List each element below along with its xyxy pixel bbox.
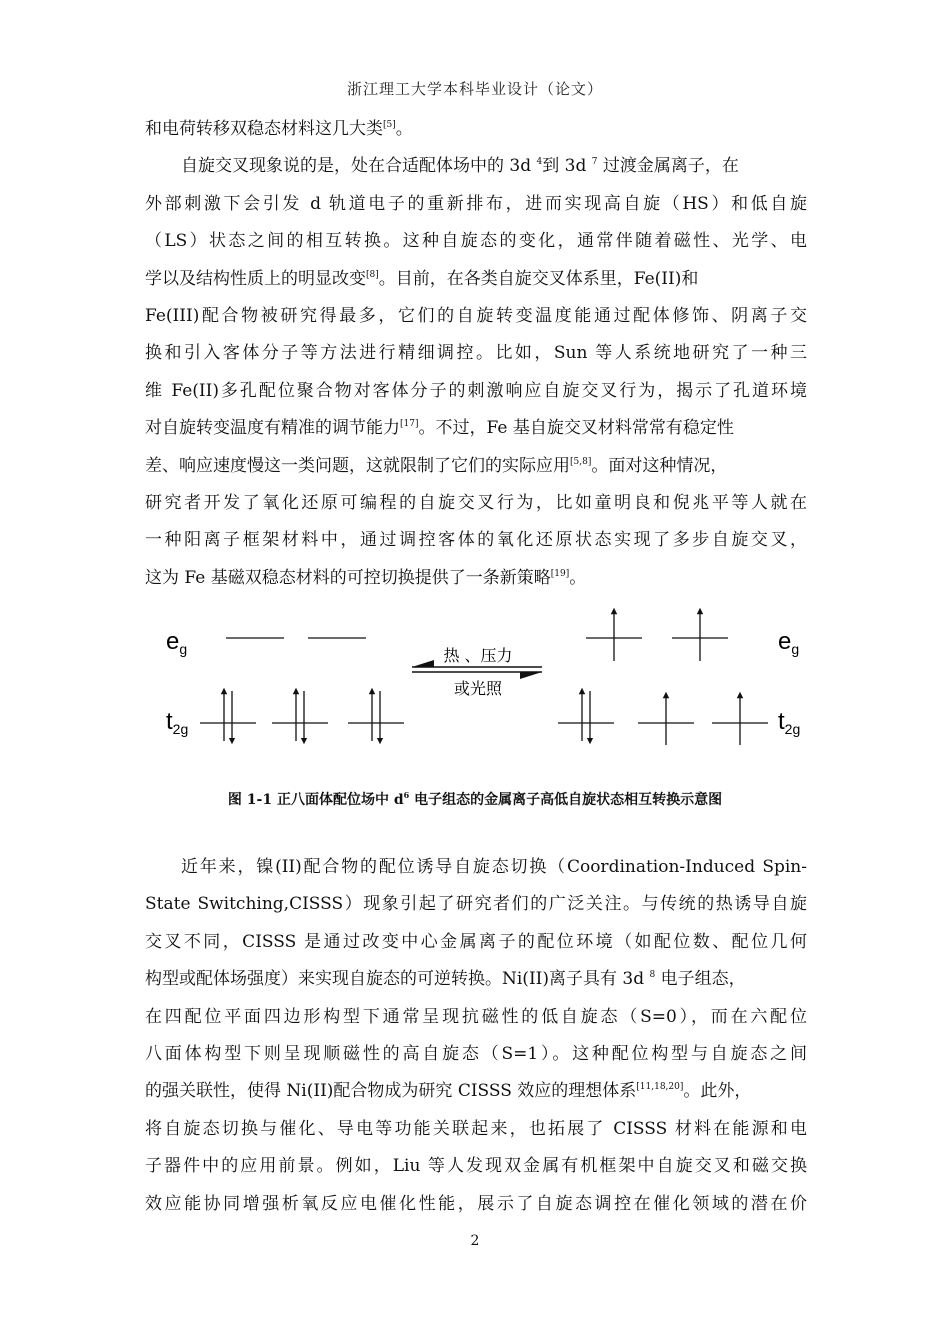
text-line: 一种阳离子框架材料中，通过调控客体的氧化还原状态实现了多步自旋交叉， <box>145 530 807 551</box>
ls-t2g-orbital <box>348 691 404 741</box>
superscript: 7 <box>591 157 598 168</box>
text-line: 维 Fe(II)多孔配位聚合物对客体分子的刺激响应自旋交叉行为，揭示了孔道环境 <box>145 380 807 401</box>
page-header: 浙江理工大学本科毕业设计（论文） <box>346 80 603 98</box>
text-line: （LS）状态之间的相互转换。这种自旋态的变化，通常伴随着磁性、光学、电 <box>145 231 807 252</box>
text-line: 将自旋态切换与催化、导电等功能关联起来，也拓展了 CISSS 材料在能源和电 <box>145 1118 807 1139</box>
citation: [8] <box>366 269 379 280</box>
text-line <box>145 148 807 185</box>
text: 电子组态的金属离子高低自旋状态相互转换示意图 <box>409 792 723 808</box>
hs-t2g-orbital <box>712 695 768 745</box>
text: 这为 Fe 基磁双稳态材料的可控切换提供了一条新策略 <box>145 567 551 588</box>
hs-t2g-orbital <box>558 691 614 741</box>
page-number: 2 <box>470 1233 480 1249</box>
text-line <box>145 410 807 447</box>
text-line: 在四配位平面四边形构型下通常呈现抗磁性的低自旋态（S=0），而在六配位 <box>145 1006 807 1027</box>
hs-t2g-orbital <box>638 695 694 745</box>
text-line: 子器件中的应用前景。例如，Liu 等人发现双金属有机框架中自旋交叉和磁交换 <box>145 1156 807 1177</box>
text-line <box>145 448 807 485</box>
hs-eg-orbital <box>586 611 642 661</box>
text: 的强关联性，使得 Ni(II)配合物成为研究 CISSS 效应的理想体系 <box>145 1081 637 1102</box>
citation: [19] <box>550 568 570 579</box>
text-line: 近年来，镍(II)配合物的配位诱导自旋态切换（Coordination-Induced Spin- <box>181 857 807 877</box>
text: 过渡金属离子，在 <box>597 156 739 177</box>
text: 。不过，Fe 基自旋交叉材料常常有稳定性 <box>418 418 734 439</box>
citation: [11,18,20] <box>636 1082 684 1093</box>
superscript: 4 <box>536 157 543 168</box>
spin-state-diagram <box>160 605 810 755</box>
arrow-condition-bottom: 或光照 <box>453 679 503 698</box>
text: 学以及结构性质上的明显改变 <box>145 268 366 289</box>
figure-caption <box>0 789 950 809</box>
text: 自旋交叉现象说的是，处在合适配体场中的 3d <box>181 156 537 177</box>
eg-label-right: $e_g$ <box>778 628 800 657</box>
text: 到 3d <box>542 156 592 177</box>
text-line <box>145 961 807 998</box>
citation: [5,8] <box>570 456 592 467</box>
text: 。面对这种情况， <box>591 455 728 476</box>
text-line: Fe(III)配合物被研究得最多，它们的自旋转变温度能通过配体修饰、阴离子交 <box>145 305 807 326</box>
text-line: State Switching,CISSS）现象引起了研究者们的广泛关注。与传统的热诱导自旋 <box>145 894 807 915</box>
t2g-label-left: $t_{2g}$ <box>166 708 189 737</box>
text: 构型或配体场强度）来实现自旋态的可逆转换。Ni(II)离子具有 3d <box>145 969 650 990</box>
text-line: 八面体构型下则呈现顺磁性的高自旋态（S=1）。这种配位构型与自旋态之间 <box>145 1043 807 1064</box>
text-line <box>145 560 807 597</box>
citation: [5] <box>383 120 396 130</box>
superscript: 6 <box>403 790 410 800</box>
text: 。此外， <box>683 1081 752 1102</box>
text-line: 交叉不同，CISSS 是通过改变中心金属离子的配位环境（如配位数、配位几何 <box>145 931 807 952</box>
text-line <box>145 111 807 148</box>
arrow-condition-top: 热 、压力 <box>443 646 513 665</box>
ls-t2g-orbital <box>200 691 256 741</box>
text-line <box>145 1073 807 1110</box>
text: 差、响应速度慢这一类问题，这就限制了它们的实际应用 <box>145 455 570 476</box>
text: 电子组态， <box>655 969 746 990</box>
text-line: 研究者开发了氧化还原可编程的自旋交叉行为，比如童明良和倪兆平等人就在 <box>145 492 807 513</box>
text-line: 效应能协同增强析氧反应电催化性能，展示了自旋态调控在催化领域的潜在价 <box>145 1193 807 1214</box>
text: 。 <box>569 567 587 588</box>
citation: [17] <box>400 419 419 430</box>
text: 。目前，在各类自旋交叉体系里，Fe(II)和 <box>378 268 699 289</box>
text: 对自旋转变温度有精准的调节能力 <box>145 418 400 439</box>
text-line: 换和引入客体分子等方法进行精细调控。比如，Sun 等人系统地研究了一种三 <box>145 343 807 364</box>
ls-t2g-orbital <box>272 691 328 741</box>
paragraph-1 <box>145 111 807 597</box>
text: 。 <box>395 119 413 139</box>
text-line <box>145 261 807 298</box>
text: 和电荷转移双稳态材料这几大类 <box>145 119 383 139</box>
paragraph-2 <box>145 849 807 1223</box>
text: 图 1-1 正八面体配位场中 d <box>227 792 404 808</box>
text-line: 外部刺激下会引发 d 轨道电子的重新排布，进而实现高自旋（HS）和低自旋 <box>145 193 807 214</box>
superscript: 8 <box>649 970 656 981</box>
hs-eg-orbital <box>672 611 728 661</box>
eg-label-left: $e_g$ <box>166 628 188 657</box>
t2g-label-right: $t_{2g}$ <box>778 708 801 737</box>
